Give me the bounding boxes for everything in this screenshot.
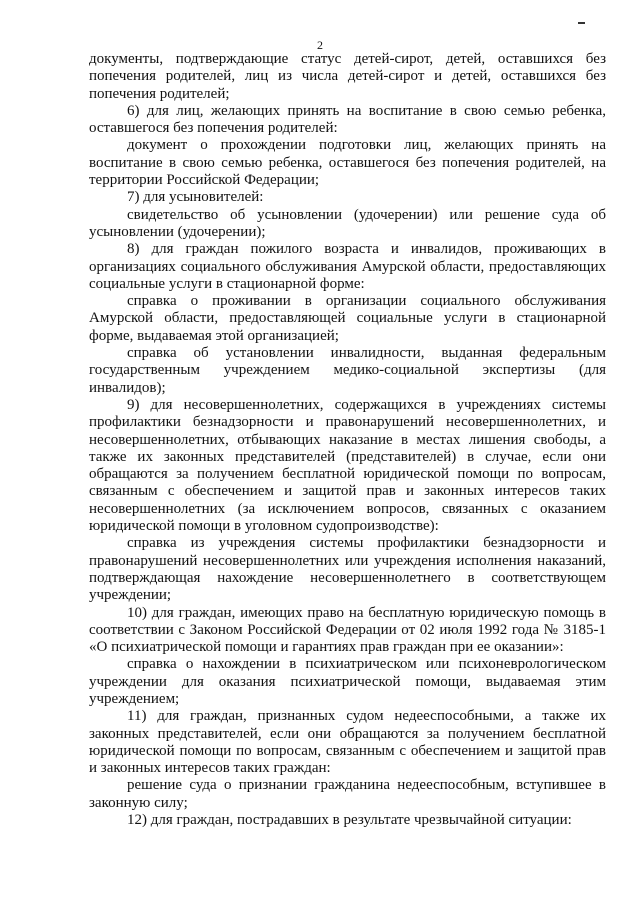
document-body — [89, 51, 606, 829]
paragraph: справка об установлении инвалидности, выданная федеральным государственным учреждением медико-социальной экспертизы (для инвалидов); — [89, 345, 606, 396]
paragraph: решение суда о признании гражданина недееспособным, вступившее в законную силу; — [89, 777, 606, 811]
paragraph: справка из учреждения системы профилактики безнадзорности и правонарушений несовершеннолетних или учреждения исполнения наказаний, подтверждающая нахождение несовершеннолетнего в соответствующем учреждении; — [89, 535, 606, 604]
paragraph: 6) для лиц, желающих принять на воспитание в свою семью ребенка, оставшегося без попечения родителей: — [89, 102, 606, 137]
paragraph: документы, подтверждающие статус детей-сирот, детей, оставшихся без попечения родителей, лиц из числа детей-сирот и детей, оставшихся без попечения родителей; — [89, 51, 606, 102]
paragraph: справка о проживании в организации социального обслуживания Амурской области, предоставляющей социальные услуги в стационарной форме, выдаваемая этой организацией; — [89, 293, 606, 344]
paragraph: 12) для граждан, пострадавших в результате чрезвычайной ситуации: — [127, 812, 572, 829]
paragraph: 7) для усыновителей: — [127, 189, 264, 206]
scan-mark — [578, 22, 585, 24]
paragraph: справка о нахождении в психиатрическом или психоневрологическом учреждении для оказания психиатрической помощи, выдаваемая этим учреждением; — [89, 656, 606, 707]
paragraph: 10) для граждан, имеющих право на бесплатную юридическую помощь в соответствии с Законом Российской Федерации от 02 июля 1992 года № 3185-1 «О психиатрической помощи и гарантиях прав граждан при ее оказании»: — [89, 604, 606, 656]
paragraph: документ о прохождении подготовки лиц, желающих принять на воспитание в свою семью ребенка, оставшегося без попечения родителей, на территории Российской Федерации; — [89, 137, 606, 189]
paragraph: 9) для несовершеннолетних, содержащихся в учреждениях системы профилактики безнадзорности и правонарушений несовершеннолетних, и несовершеннолетних, отбывающих наказание в местах лишения свободы, а также их законных представителей (представителей) в случае, если они обращаются за получением бесплатной юридической помощи по вопросам, связанным с обеспечением и защитой прав и законных интересов таких несовершеннолетних (за исключением вопросов, связанных с оказанием юридической помощи в уголовном судопроизводстве): — [89, 396, 606, 535]
paragraph: свидетельство об усыновлении (удочерении) или решение суда об усыновлении (удочерении); — [89, 206, 606, 240]
paragraph: 8) для граждан пожилого возраста и инвалидов, проживающих в организациях социального обслуживания Амурской области, предоставляющих социальные услуги в стационарной форме: — [89, 241, 606, 292]
page-number: 2 — [317, 38, 323, 52]
paragraph: 11) для граждан, признанных судом недееспособными, а также их законных представителей, если они обращаются за получением бесплатной юридической помощи по вопросам, связанным с обеспечением и защитой прав и законных интересов таких граждан: — [89, 708, 606, 777]
